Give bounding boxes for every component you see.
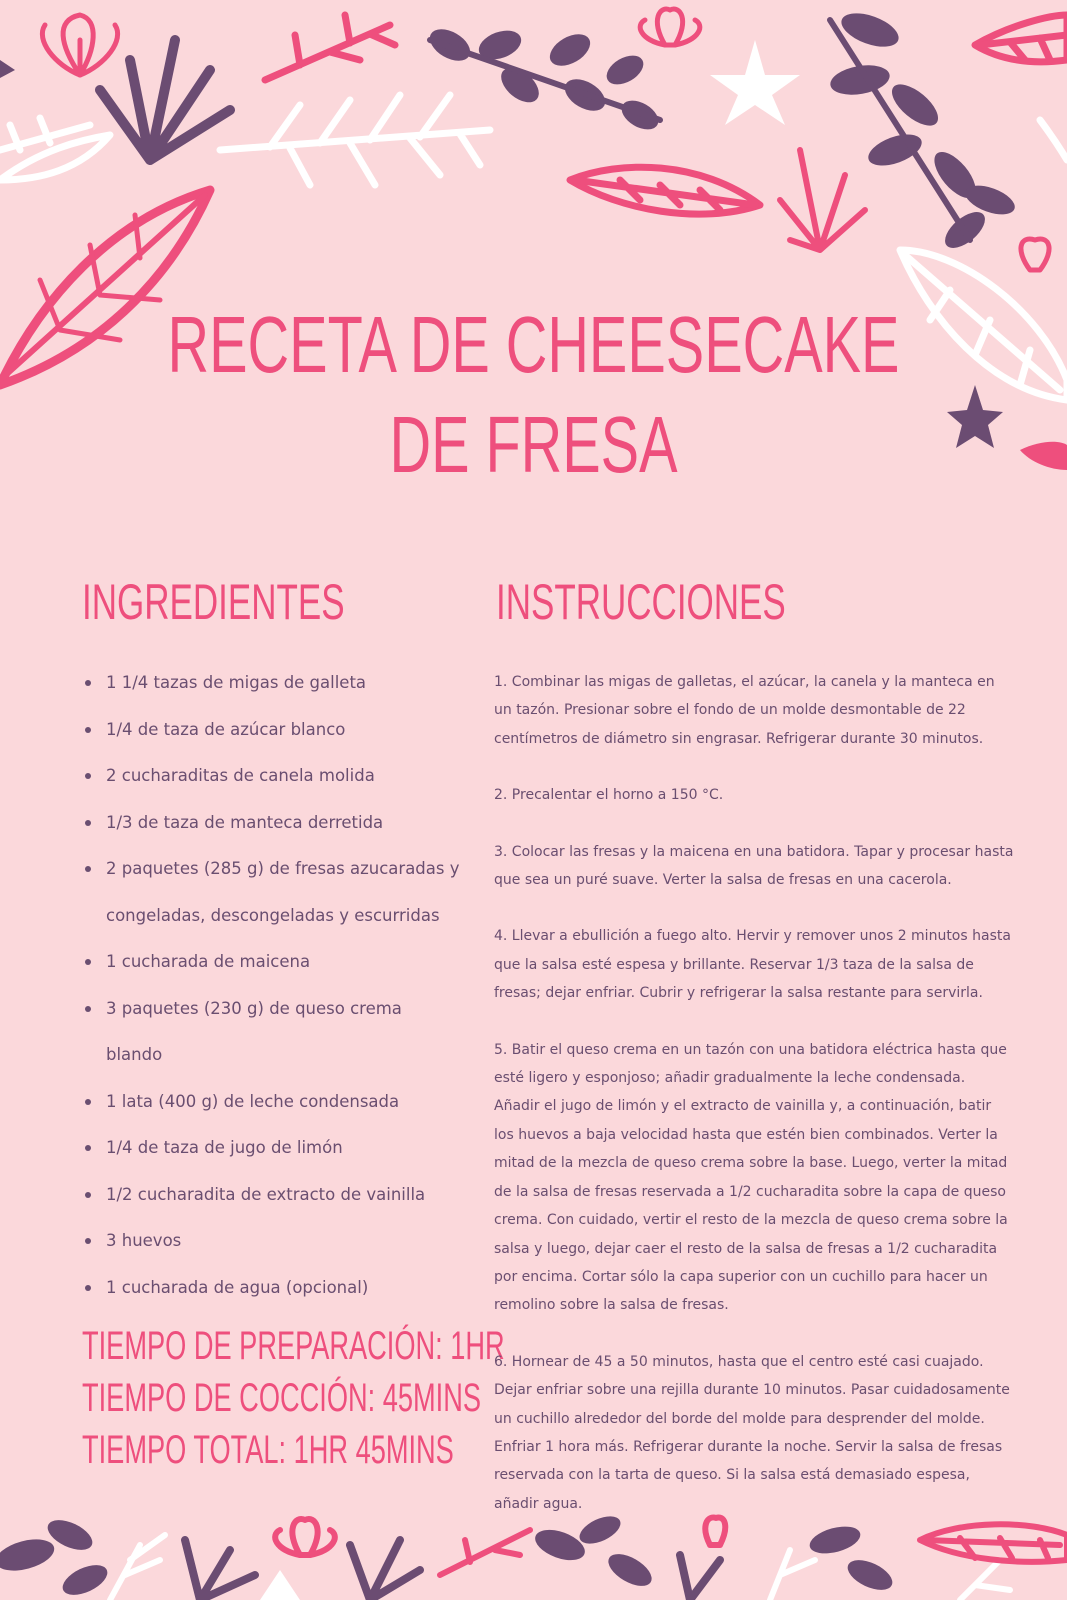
ingredient-item: 1 1/4 tazas de migas de galleta [82,660,462,707]
ingredient-item: 1/2 cucharadita de extracto de vainilla [82,1172,462,1219]
cook-time: TIEMPO DE COCCIÓN: 45MINS [82,1376,481,1420]
prep-time: TIEMPO DE PREPARACIÓN: 1HR [82,1324,505,1368]
title-line-1: RECETA DE CHEESECAKE [167,300,900,389]
pink-flower-icon [1021,239,1049,270]
pink-leaf-icon [570,167,760,214]
instruction-step: 5. Batir el queso crema en un tazón con una batidora eléctrica hasta que esté ligero y esponjoso; añadir gradualmente la leche condensada. Añadir el jugo de limón y el extracto de vainilla y, a continuación, batir los huevos a baja velocidad hasta que estén bien combinados. Verter la mitad de la mezcla de queso crema sobre la base. Luego, verter la mitad de la salsa de fresas reservada a 1/2 cucharadita sobre la capa de queso crema. Con cuidado, vertir el resto de la mezcla de queso crema sobre la salsa y luego, dejar caer el resto de la salsa de fresas a 1/2 cucharadita por encima. Cortar sólo la capa superior con un cuchillo para hacer un remolino sobre la salsa de fresas. [494,1041,1008,1314]
ingredient-item: 2 cucharaditas de canela molida [82,753,462,800]
time-summary [82,1320,505,1476]
ingredient-item: 2 paquetes (285 g) de fresas azucaradas y congeladas, descongeladas y escurridas [82,846,462,939]
instruction-step: 6. Hornear de 45 a 50 minutos, hasta que el centro esté casi cuajado. Dejar enfriar sobre una rejilla durante 10 minutos. Pasar cuidadosamente un cuchillo alrededor del borde del molde para desprender del molde. Enfriar 1 hora más. Refrigerar durante la noche. Servir la salsa de fresas reservada con la tarta de queso. Si la salsa está demasiado espesa, añadir agua. [494,1353,1010,1512]
ingredients-heading: INGREDIENTES [82,574,345,630]
ingredient-item: 3 paquetes (230 g) de queso crema blando [82,986,462,1079]
white-leaf-icon [0,118,110,180]
instruction-step: 4. Llevar a ebullición a fuego alto. Hervir y remover unos 2 minutos hasta que la salsa esté espesa y brillante. Reservar 1/3 taza de la salsa de fresas; dejar enfriar. Cubrir y refrigerar la salsa restante para servirla. [494,928,1011,1002]
instruction-step: 3. Colocar las fresas y la maicena en una batidora. Tapar y procesar hasta que sea un puré suave. Verter la salsa de fresas en una cacerola. [494,843,1014,889]
pink-leaf-icon [975,15,1067,62]
purple-star-icon [947,385,1003,448]
ingredient-item: 1/3 de taza de manteca derretida [82,800,462,847]
purple-frond-icon [185,1540,255,1600]
white-flower-icon [710,40,800,125]
ingredients-list [82,660,462,1311]
ingredient-item: 1/4 de taza de azúcar blanco [82,707,462,754]
total-time: TIEMPO TOTAL: 1HR 45MINS [82,1428,454,1472]
white-leaf-icon [900,120,1067,400]
instruction-step: 1. Combinar las migas de galletas, el azúcar, la canela y la manteca en un tazón. Presionar sobre el fondo de un molde desmontable de 22 centímetros de diámetro sin engrasar. Refrigerar durante 30 minutos. [494,674,995,747]
instructions-list [494,668,1014,1546]
ingredient-item: 1 lata (400 g) de leche condensada [82,1079,462,1126]
ingredient-item: 1 cucharada de agua (opcional) [82,1265,462,1312]
instructions-heading: INSTRUCCIONES [496,574,786,630]
white-twig-icon [220,95,490,185]
pink-fern-icon [780,150,865,250]
pink-flower-icon [640,9,700,45]
pink-flower-icon [42,15,117,75]
page-title [149,295,917,495]
ingredient-item: 1 cucharada de maicena [82,939,462,986]
ingredient-item: 1/4 de taza de jugo de limón [82,1125,462,1172]
ingredient-item: 3 huevos [82,1218,462,1265]
pink-twig-icon [265,15,395,80]
purple-frond-icon [100,40,230,160]
title-line-2: DE FRESA [389,400,678,489]
instruction-step: 2. Precalentar el horno a 150 °C. [494,787,724,804]
